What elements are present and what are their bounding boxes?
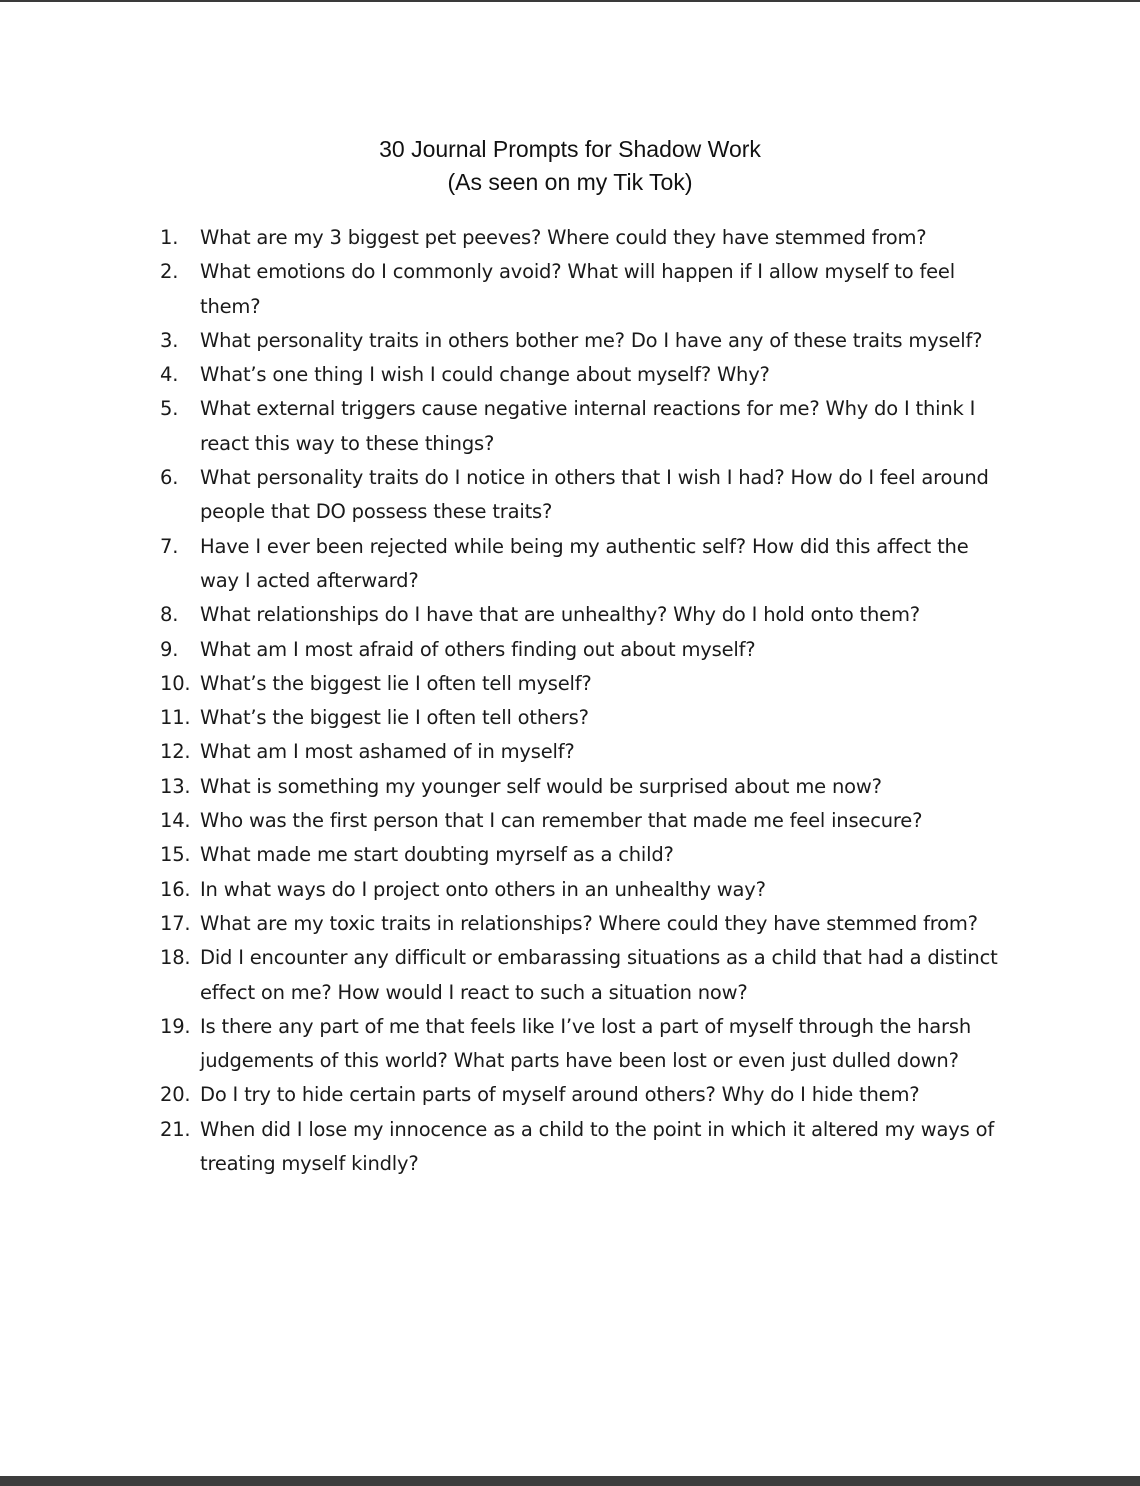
prompt-item bbox=[160, 1010, 1040, 1079]
prompt-text: What made me start doubting myrself as a child? bbox=[200, 843, 674, 867]
prompt-number: 18. bbox=[160, 946, 191, 970]
prompt-number: 11. bbox=[160, 706, 191, 730]
prompt-item bbox=[160, 735, 1040, 769]
prompt-item bbox=[160, 358, 1040, 392]
prompt-item bbox=[160, 1078, 1040, 1112]
prompt-text: What are my 3 biggest pet peeves? Where could they have stemmed from? bbox=[200, 226, 927, 249]
prompt-text: Is there any part of me that feels like I’ve lost a part of myself through the harsh judgements of this world? What parts have been lost or even just dulled down? bbox=[200, 1014, 971, 1073]
prompt-item bbox=[160, 324, 1040, 358]
prompt-number: 10. bbox=[160, 671, 191, 695]
prompt-number: 16. bbox=[160, 877, 191, 901]
title-block bbox=[0, 133, 1140, 199]
prompt-number: 21. bbox=[160, 1117, 191, 1141]
prompt-text: What’s one thing I wish I could change about myself? Why? bbox=[200, 363, 770, 387]
prompt-number: 14. bbox=[160, 809, 191, 833]
prompt-item bbox=[160, 770, 1040, 804]
prompt-item bbox=[160, 804, 1040, 838]
bottom-border bbox=[0, 1476, 1140, 1486]
prompt-text: What external triggers cause negative internal reactions for me? Why do I think I react this way to these things? bbox=[200, 397, 976, 455]
prompt-number: 20. bbox=[160, 1083, 191, 1107]
prompt-number: 9. bbox=[160, 637, 179, 661]
prompt-text: Do I try to hide certain parts of myself around others? Why do I hide them? bbox=[200, 1083, 920, 1107]
prompt-item bbox=[160, 461, 1040, 530]
prompt-text: What am I most afraid of others finding out about myself? bbox=[200, 637, 756, 661]
prompt-number: 7. bbox=[160, 534, 179, 558]
prompt-item bbox=[160, 873, 1040, 907]
prompt-item bbox=[160, 633, 1040, 667]
prompt-number: 5. bbox=[160, 397, 179, 421]
prompt-number: 13. bbox=[160, 774, 191, 798]
prompt-number: 19. bbox=[160, 1014, 191, 1038]
prompt-item bbox=[160, 907, 1040, 941]
prompt-item bbox=[160, 598, 1040, 632]
document-subtitle: (As seen on my Tik Tok) bbox=[447, 169, 693, 195]
prompt-number: 3. bbox=[160, 328, 179, 352]
prompt-text: What personality traits do I notice in others that I wish I had? How do I feel around people that DO possess these traits? bbox=[200, 466, 989, 524]
prompt-item bbox=[160, 392, 1040, 461]
prompt-text: What are my toxic traits in relationships? Where could they have stemmed from? bbox=[200, 911, 978, 935]
prompt-number: 15. bbox=[160, 843, 191, 867]
prompt-text: What am I most ashamed of in myself? bbox=[200, 740, 575, 764]
prompt-item bbox=[160, 701, 1040, 735]
prompt-number: 1. bbox=[160, 226, 179, 249]
prompt-text: What relationships do I have that are unhealthy? Why do I hold onto them? bbox=[200, 603, 920, 627]
top-border bbox=[0, 0, 1140, 2]
prompt-text: Did I encounter any difficult or embarassing situations as a child that had a distinct effect on me? How would I react to such a situation now? bbox=[200, 946, 998, 1004]
prompt-number: 17. bbox=[160, 911, 191, 935]
prompt-item bbox=[160, 941, 1040, 1010]
prompt-text: Who was the first person that I can remember that made me feel insecure? bbox=[200, 809, 923, 833]
document-title: 30 Journal Prompts for Shadow Work bbox=[379, 136, 761, 162]
prompt-number: 2. bbox=[160, 260, 179, 284]
prompt-text: What is something my younger self would be surprised about me now? bbox=[200, 774, 882, 798]
prompt-text: What’s the biggest lie I often tell myself? bbox=[200, 671, 592, 695]
prompt-text: When did I lose my innocence as a child to the point in which it altered my ways of treating myself kindly? bbox=[200, 1117, 995, 1176]
prompt-item bbox=[160, 221, 1040, 255]
prompt-item bbox=[160, 530, 1040, 599]
prompt-item bbox=[160, 838, 1040, 872]
prompt-number: 8. bbox=[160, 603, 179, 627]
prompt-text: What emotions do I commonly avoid? What will happen if I allow myself to feel them? bbox=[200, 260, 955, 318]
prompt-text: What personality traits in others bother me? Do I have any of these traits myself? bbox=[200, 328, 983, 352]
prompt-item bbox=[160, 255, 1040, 324]
prompt-text: What’s the biggest lie I often tell others? bbox=[200, 706, 589, 730]
prompt-number: 12. bbox=[160, 740, 191, 764]
prompt-text: Have I ever been rejected while being my authentic self? How did this affect the way I acted afterward? bbox=[200, 534, 969, 592]
prompt-number: 6. bbox=[160, 466, 179, 490]
prompt-number: 4. bbox=[160, 363, 179, 387]
prompt-text: In what ways do I project onto others in an unhealthy way? bbox=[200, 877, 766, 901]
prompt-list bbox=[160, 221, 1040, 1181]
prompt-item bbox=[160, 1113, 1040, 1182]
prompt-item bbox=[160, 667, 1040, 701]
